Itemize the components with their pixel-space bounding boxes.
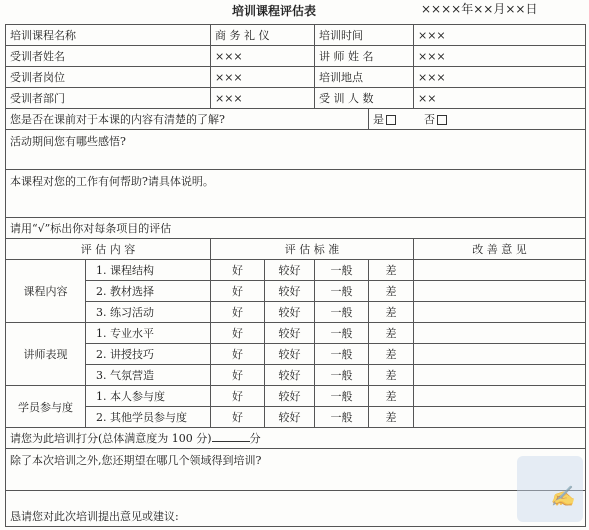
rating-item: 1. 课程结构 (86, 260, 211, 281)
rating-row (6, 302, 586, 323)
question-prior-knowledge: 您是否在课前对于本课的内容有清楚的了解? (6, 109, 369, 130)
rating-option[interactable]: 较好 (265, 260, 315, 281)
rating-row (6, 386, 586, 407)
rating-option[interactable]: 差 (369, 323, 414, 344)
score-suffix: 分 (249, 432, 261, 445)
rating-item: 2. 其他学员参与度 (86, 407, 211, 428)
rating-option[interactable]: 好 (211, 365, 265, 386)
rating-option[interactable]: 一般 (315, 281, 369, 302)
improvement-header: 改 善 意 见 (414, 239, 586, 260)
rating-row (6, 365, 586, 386)
watermark-logo-glyph: ✍ (550, 484, 575, 508)
rating-item: 2. 讲授技巧 (86, 344, 211, 365)
rating-option[interactable]: 一般 (315, 365, 369, 386)
rating-option[interactable]: 差 (369, 365, 414, 386)
info-label: 受训者岗位 (6, 67, 211, 88)
score-row (6, 428, 586, 449)
form-date: ××××年××月××日 (421, 2, 538, 16)
score-field (6, 428, 586, 449)
info-value: ××× (414, 67, 586, 88)
section-name: 讲师表现 (6, 323, 86, 386)
question-suggestions[interactable]: 恳请您对此次培训提出意见或建议: (6, 491, 586, 527)
rating-option[interactable]: 一般 (315, 344, 369, 365)
info-label: 受训者姓名 (6, 46, 211, 67)
info-row (6, 46, 586, 67)
question-other-areas-row (6, 449, 586, 491)
improvement-cell[interactable] (414, 302, 586, 323)
score-blank[interactable] (212, 431, 250, 442)
rating-option[interactable]: 一般 (315, 386, 369, 407)
rating-option[interactable]: 较好 (265, 386, 315, 407)
rating-option[interactable]: 一般 (315, 323, 369, 344)
yes-no-options (369, 109, 586, 130)
rating-option[interactable]: 好 (211, 281, 265, 302)
rating-row (6, 323, 586, 344)
improvement-cell[interactable] (414, 386, 586, 407)
improvement-cell[interactable] (414, 407, 586, 428)
info-value: ××× (211, 46, 315, 67)
improvement-cell[interactable] (414, 344, 586, 365)
rating-option[interactable]: 差 (369, 344, 414, 365)
rating-option[interactable]: 好 (211, 344, 265, 365)
yes-label: 是 (373, 113, 384, 126)
rating-row (6, 407, 586, 428)
no-label: 否 (423, 113, 435, 126)
improvement-cell[interactable] (414, 365, 586, 386)
instruction-text: 请用“√”标出你对每条项目的评估 (6, 218, 586, 239)
improvement-cell[interactable] (414, 260, 586, 281)
rating-option[interactable]: 好 (211, 302, 265, 323)
eval-header-row (6, 239, 586, 260)
rating-option[interactable]: 差 (369, 302, 414, 323)
rating-item: 2. 教材选择 (86, 281, 211, 302)
rating-option[interactable]: 一般 (315, 302, 369, 323)
info-label: 受训者部门 (6, 88, 211, 109)
question-insights[interactable]: 活动期间您有哪些感悟? (6, 130, 586, 170)
question-other-areas[interactable]: 除了本次培训之外,您还期望在哪几个领域得到培训? (6, 449, 586, 491)
no-checkbox[interactable] (437, 115, 447, 125)
question-insights-row (6, 130, 586, 170)
eval-standard-header: 评 估 标 准 (211, 239, 414, 260)
info-label: 受 训 人 数 (315, 88, 414, 109)
rating-option[interactable]: 较好 (265, 365, 315, 386)
rating-row (6, 344, 586, 365)
rating-item: 3. 练习活动 (86, 302, 211, 323)
rating-option[interactable]: 差 (369, 260, 414, 281)
rating-option[interactable]: 一般 (315, 407, 369, 428)
section-name: 学员参与度 (6, 386, 86, 428)
info-value: ××× (414, 25, 586, 46)
rating-option[interactable]: 较好 (265, 344, 315, 365)
question-help-row (6, 170, 586, 218)
rating-option[interactable]: 较好 (265, 281, 315, 302)
evaluation-table (5, 24, 586, 527)
info-row (6, 25, 586, 46)
rating-item: 3. 气氛营造 (86, 365, 211, 386)
rating-item: 1. 专业水平 (86, 323, 211, 344)
improvement-cell[interactable] (414, 323, 586, 344)
rating-option[interactable]: 差 (369, 386, 414, 407)
form-title: 培训课程评估表 (232, 4, 317, 18)
improvement-cell[interactable] (414, 281, 586, 302)
rating-option[interactable]: 好 (211, 386, 265, 407)
question-prior-knowledge-row (6, 109, 586, 130)
info-label: 培训地点 (315, 67, 414, 88)
instruction-row (6, 218, 586, 239)
info-value: ××× (211, 88, 315, 109)
rating-option[interactable]: 一般 (315, 260, 369, 281)
rating-option[interactable]: 较好 (265, 323, 315, 344)
info-label: 讲 师 姓 名 (315, 46, 414, 67)
rating-item: 1. 本人参与度 (86, 386, 211, 407)
info-row (6, 88, 586, 109)
yes-checkbox[interactable] (386, 115, 396, 125)
info-value: 商 务 礼 仪 (211, 25, 315, 46)
info-value: ××× (414, 46, 586, 67)
info-value: ××× (211, 67, 315, 88)
info-row (6, 67, 586, 88)
score-prefix: 请您为此培训打分(总体满意度为 100 分) (10, 432, 212, 445)
rating-option[interactable]: 好 (211, 407, 265, 428)
rating-option[interactable]: 差 (369, 281, 414, 302)
rating-row (6, 281, 586, 302)
question-suggestions-row (6, 491, 586, 527)
info-value: ×× (414, 88, 586, 109)
rating-option[interactable]: 较好 (265, 407, 315, 428)
rating-option[interactable]: 较好 (265, 302, 315, 323)
question-work-help[interactable]: 本课程对您的工作有何帮助?请具体说明。 (6, 170, 586, 218)
info-label: 培训课程名称 (6, 25, 211, 46)
rating-option[interactable]: 好 (211, 323, 265, 344)
rating-option[interactable]: 差 (369, 407, 414, 428)
eval-content-header: 评 估 内 容 (6, 239, 211, 260)
section-name: 课程内容 (6, 260, 86, 323)
rating-option[interactable]: 好 (211, 260, 265, 281)
info-label: 培训时间 (315, 25, 414, 46)
rating-row (6, 260, 586, 281)
